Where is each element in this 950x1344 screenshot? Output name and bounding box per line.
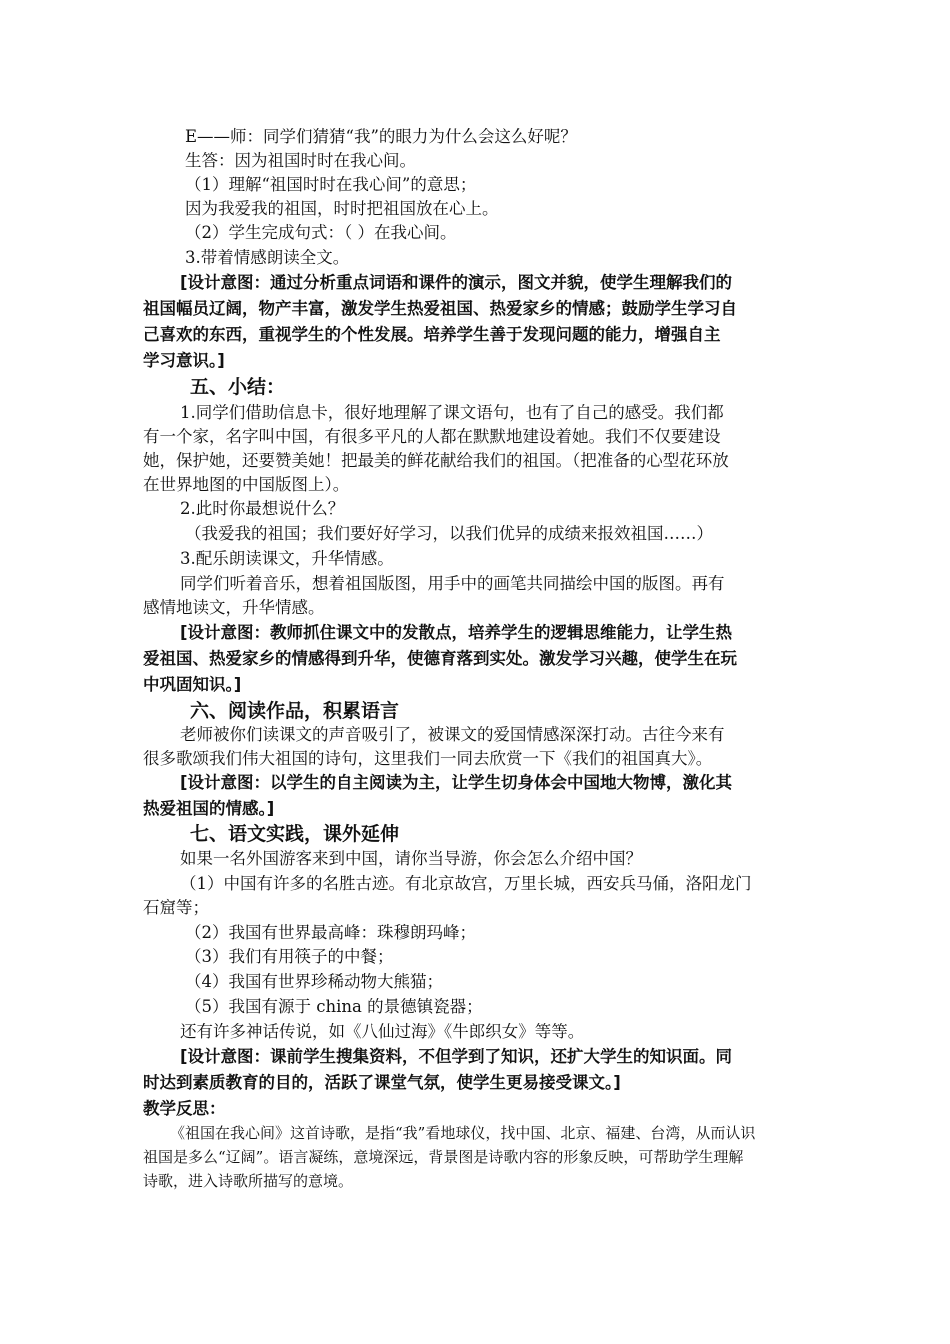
design-intent-note: [设计意图：课前学生搜集资料，不但学到了知识，还扩大学生的知识面。同 (180, 1047, 733, 1066)
text-line: （1）中国有许多的名胜古迹。有北京故宫，万里长城，西安兵马俑，洛阳龙门 (180, 874, 752, 893)
design-intent-note: [设计意图：以学生的自主阅读为主，让学生切身体会中国地大物博，激化其 (180, 773, 733, 792)
text-line: 石窟等； (143, 898, 209, 917)
text-line: 如果一名外国游客来到中国，请你当导游，你会怎么介绍中国？ (180, 849, 642, 868)
text-line: 有一个家，名字叫中国，有很多平凡的人都在默默地建设着她。我们不仅要建设 (143, 427, 721, 446)
design-intent-note: 中巩固知识。] (143, 675, 242, 694)
section-heading: 七、语文实践，课外延伸 (190, 823, 400, 845)
text-line: （2）我国有世界最高峰：珠穆朗玛峰； (185, 923, 476, 942)
design-intent-note: 学习意识。] (143, 351, 225, 370)
text-line: （2）学生完成句式：（ ）在我心间。 (185, 223, 457, 242)
text-line: （4）我国有世界珍稀动物大熊猫； (185, 972, 443, 991)
reflection-heading: 教学反思： (143, 1099, 226, 1118)
text-line: 同学们听着音乐，想着祖国版图，用手中的画笔共同描绘中国的版图。再有 (180, 574, 725, 593)
text-line: 感情地读文，升华情感。 (143, 598, 325, 617)
text-line: 在世界地图的中国版图上）。 (143, 475, 350, 494)
text-line: 很多歌颂我们伟大祖国的诗句，这里我们一同去欣赏一下《我们的祖国真大》。 (143, 749, 713, 768)
section-heading: 五、小结： (190, 376, 286, 398)
text-line: 3.配乐朗读课文，升华情感。 (180, 549, 394, 568)
text-line: （我爱我的祖国；我们要好好学习，以我们优异的成绩来报效祖国……） (185, 524, 713, 543)
text-line: 生答：因为祖国时时在我心间。 (185, 151, 416, 170)
reflection-text: 诗歌，进入诗歌所描写的意境。 (143, 1172, 354, 1190)
text-line: （3）我们有用筷子的中餐； (185, 947, 394, 966)
text-line: 老师被你们读课文的声音吸引了，被课文的爱国情感深深打动。古往今来有 (180, 725, 725, 744)
text-line: 3.带着情感朗读全文。 (185, 248, 350, 267)
design-intent-note: 时达到素质教育的目的，活跃了课堂气氛，使学生更易接受课文。] (143, 1073, 621, 1092)
design-intent-note: 爱祖国、热爱家乡的情感得到升华，使德育落到实处。激发学习兴趣，使学生在玩 (143, 649, 737, 668)
text-line: 1.同学们借助信息卡，很好地理解了课文语句，也有了自己的感受。我们都 (180, 403, 724, 422)
text-line: 因为我爱我的祖国，时时把祖国放在心上。 (185, 199, 499, 218)
text-line: （5）我国有源于 china 的景德镇瓷器； (185, 997, 483, 1016)
reflection-text: 《祖国在我心间》这首诗歌，是指“我”看地球仪，找中国、北京、福建、台湾，从而认识 (170, 1124, 756, 1142)
text-line: 2.此时你最想说什么？ (180, 499, 345, 518)
design-intent-note: 己喜欢的东西，重视学生的个性发展。培养学生善于发现问题的能力，增强自主 (143, 325, 721, 344)
text-line: E——师：同学们猜猜“我”的眼力为什么会这么好呢？ (185, 127, 577, 146)
design-intent-note: 热爱祖国的情感。] (143, 799, 275, 818)
design-intent-note: [设计意图：通过分析重点词语和课件的演示，图文并貌，使学生理解我们的 (180, 273, 733, 292)
text-line: 还有许多神话传说，如《八仙过海》《牛郎织女》等等。 (180, 1022, 585, 1041)
reflection-text: 祖国是多么“辽阔”。语言凝练，意境深远，背景图是诗歌内容的形象反映，可帮助学生理解 (143, 1148, 744, 1166)
design-intent-note: 祖国幅员辽阔，物产丰富，激发学生热爱祖国、热爱家乡的情感；鼓励学生学习自 (143, 299, 737, 318)
text-line: 她，保护她，还要赞美她！把最美的鲜花献给我们的祖国。（把准备的心型花环放 (143, 451, 729, 470)
text-line: （1）理解“祖国时时在我心间”的意思； (185, 175, 477, 194)
design-intent-note: [设计意图：教师抓住课文中的发散点，培养学生的逻辑思维能力，让学生热 (180, 623, 733, 642)
section-heading: 六、阅读作品，积累语言 (190, 700, 400, 722)
